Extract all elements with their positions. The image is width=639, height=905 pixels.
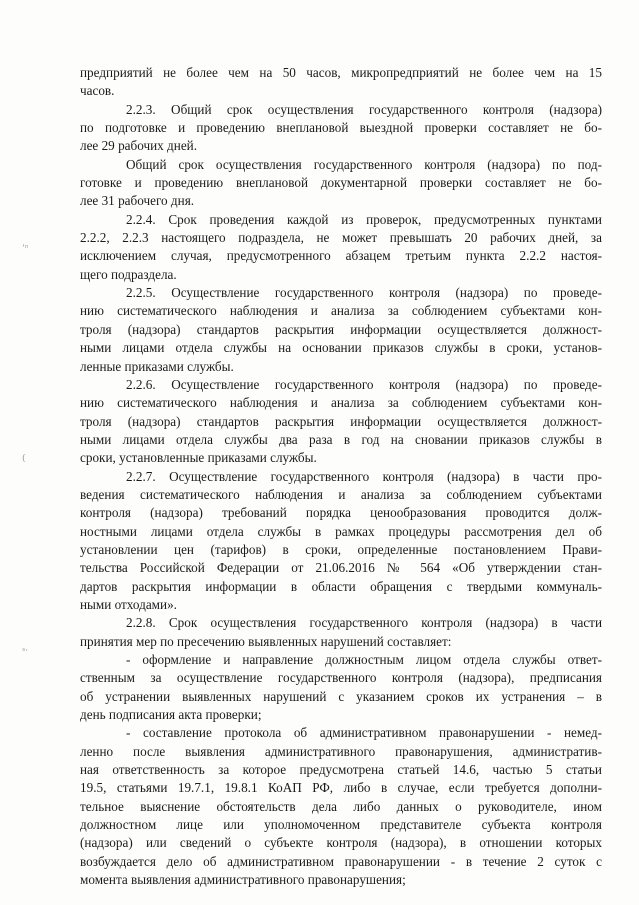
paragraph-p223 [80, 101, 602, 156]
text-line: лее 29 рабочих дней. [80, 138, 198, 154]
text-line: контроля (надзора) требований порядка ценообразования проводится долж- [80, 505, 602, 521]
text-line: - оформление и направление должностным лицом отдела службы ответ- [126, 652, 602, 667]
text-line: предприятий не более чем на 50 часов, микропредприятий не более чем на 15 [80, 65, 602, 80]
text-line: принятия мер по пресечению выявленных нарушений составляет: [80, 633, 452, 649]
text-line: 2.2.2, 2.2.3 настоящего подраздела, не может превышать 20 рабочих дней, за [80, 230, 602, 246]
text-line: ленно после выявления административного правонарушения, административ- [80, 743, 602, 759]
text-line: день подписания акта проверки; [80, 707, 262, 723]
text-line: Общий срок осуществления государственного контроля (надзора) по под- [126, 156, 602, 172]
text-line: - составление протокола об административном правонарушении - немед- [126, 725, 602, 741]
text-line: по подготовке и проведению внеплановой выездной проверки составляет не бо- [80, 120, 602, 136]
document-body [80, 64, 602, 889]
text-line: ностными лицами отдела службы в рамках процедуры рассмотрения дел об [80, 523, 602, 539]
text-line: должностном лице или уполномоченном представителе субъекта контроля [80, 817, 602, 833]
paragraph-p0 [80, 64, 602, 101]
paragraph-p228b [80, 724, 602, 889]
text-line: тельное выяснение обстоятельств дела либо данных о руководителе, ином [80, 798, 602, 814]
scan-mark-middle: ( [22, 454, 26, 464]
scan-mark-bottom: ˢˑ [22, 647, 29, 657]
text-line: 2.2.8. Срок осуществления государственного контроля (надзора) в части [126, 615, 602, 631]
text-line: 2.2.7. Осуществление государственного контроля (надзора) в части про- [126, 468, 602, 484]
text-line: часов. [80, 83, 115, 99]
text-line: ными лицами отдела службы на основании приказов службы в сроки, установ- [80, 340, 602, 356]
text-line: 2.2.4. Срок проведения каждой из проверок, предусмотренных пунктами [126, 211, 602, 227]
text-line: (надзора) или сведений о субъекте контроля (надзора), в отношении которых [80, 835, 602, 851]
text-line: момента выявления административного правонарушения; [80, 872, 406, 888]
scan-mark-top: ʼⁿ [22, 244, 29, 254]
text-line: ная ответственность за которое предусмотрена статьей 14.6, частью 5 статьи [80, 762, 602, 778]
text-line: исключением случая, предусмотренного абзацем третьим пункта 2.2.2 настоя- [80, 248, 602, 264]
text-line: ведения систематического наблюдения и анализа за соблюдением субъектами [80, 486, 602, 502]
text-line: лее 31 рабочего дня. [80, 193, 195, 209]
text-line: 2.2.6. Осуществление государственного контроля (надзора) по проведе- [126, 376, 602, 392]
paragraph-p227 [80, 468, 602, 615]
paragraph-p224 [80, 211, 602, 284]
text-line: щего подраздела. [80, 266, 177, 282]
paragraph-p228 [80, 614, 602, 651]
text-line: тельства Российской Федерации от 21.06.2016 № 564 «Об утверждении стан- [80, 560, 602, 576]
text-line: 2.2.5. Осуществление государственного контроля (надзора) по проведе- [126, 285, 602, 301]
paragraph-p225 [80, 284, 602, 376]
text-line: нию систематического наблюдения и анализа за соблюдением субъектами кон- [80, 395, 602, 411]
paragraph-p223b [80, 156, 602, 211]
text-line: 19.5, статьями 19.7.1, 19.8.1 КоАП РФ, либо в случае, если требуется дополни- [80, 780, 602, 796]
text-line: ственным за осуществление государственного контроля (надзора), предписания [80, 670, 602, 686]
text-line: ными лицами отдела службы два раза в год на сновании приказов службы в [80, 431, 602, 447]
text-line: нию систематического наблюдения и анализа за соблюдением субъектами кон- [80, 303, 602, 319]
text-line: установлении цен (тарифов) в сроки, определенные постановлением Прави- [80, 541, 602, 557]
text-line: готовке и проведению внеплановой документарной проверки составляет не бо- [80, 175, 602, 191]
text-line: ными отходами». [80, 596, 177, 612]
text-line: об устранении выявленных нарушений с указанием сроков их устранения – в [80, 688, 602, 704]
text-line: дартов раскрытия информации в области обращения с твердыми коммуналь- [80, 578, 602, 594]
text-line: ленные приказами службы. [80, 358, 234, 374]
paragraph-p228a [80, 651, 602, 724]
text-line: троля (надзора) стандартов раскрытия информации осуществляется должност- [80, 413, 602, 429]
paragraph-p226 [80, 376, 602, 468]
text-line: возбуждается дело об административном правонарушении - в течение 2 суток с [80, 853, 602, 869]
text-line: троля (надзора) стандартов раскрытия информации осуществляется должност- [80, 321, 602, 337]
text-line: сроки, установленные приказами службы. [80, 450, 317, 466]
text-line: 2.2.3. Общий срок осуществления государственного контроля (надзора) [126, 101, 602, 117]
